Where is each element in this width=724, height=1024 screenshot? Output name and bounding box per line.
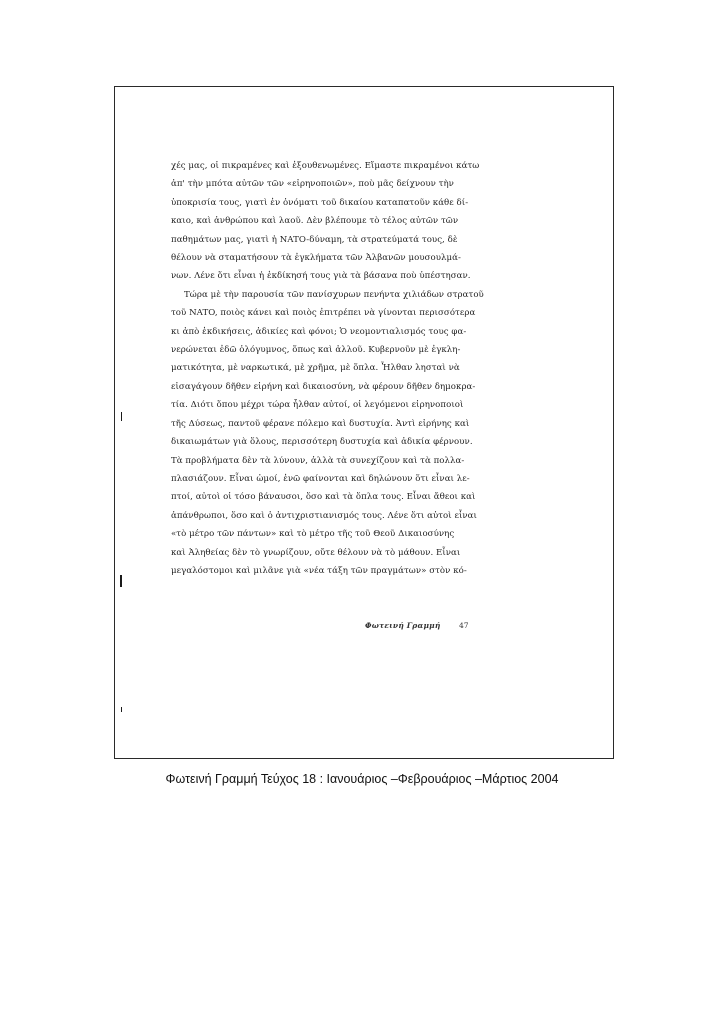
text-line: νερώνεται ἐδῶ ὁλόγυμνος, ὅπως καὶ ἀλλοῦ. Κυβερνοῦν μὲ ἐγκλη- <box>171 345 461 356</box>
text-line: ματικότητα, μὲ ναρκωτικά, μὲ χρῆμα, μὲ ὅπλα. Ἦλθαν λησταὶ νὰ <box>171 363 460 374</box>
text-line: πλασιάζουν. Εἶναι ὠμοί, ἐνῶ φαίνονται καὶ δηλώνουν ὅτι εἶναι λε- <box>171 473 470 484</box>
page-footer <box>365 621 565 637</box>
text-line: πτοί, αὐτοὶ οἱ τόσο βάναυσοι, ὅσο καὶ τὰ ὅπλα τους. Εἶναι ἄθεοι καὶ <box>171 492 476 503</box>
text-line: καιο, καὶ ἀνθρώπου καὶ λαοῦ. Δὲν βλέπουμε τὸ τέλος αὐτῶν τῶν <box>171 216 459 227</box>
text-line: ἀπ' τὴν μπότα αὐτῶν τῶν «εἰρηνοποιῶν», ποὺ μᾶς δείχνουν τὴν <box>171 179 454 190</box>
scan-artifact <box>121 412 122 421</box>
text-line: δικαιωμάτων γιὰ ὅλους, περισσότερη δυστυχία καὶ ἀδικία φέρνουν. <box>171 437 473 448</box>
page-number: 47 <box>459 621 469 630</box>
paragraph-2 <box>171 286 551 581</box>
text-line: Τὰ προβλήματα δὲν τὰ λύνουν, ἀλλὰ τὰ συνεχίζουν καὶ τὰ πολλα- <box>171 455 465 466</box>
issue-caption: Φωτεινή Γραμμή Τεύχος 18 : Ιανουάριος –Φεβρουάριος –Μάρτιος 2004 <box>165 772 559 786</box>
scan-artifact <box>120 575 122 587</box>
article-text <box>171 157 551 580</box>
text-line: παθημάτων μας, γιατὶ ἡ NATO-δύναμη, τὰ στρατεύματά τους, δὲ <box>171 234 458 245</box>
text-line: τῆς Δύσεως, παντοῦ φέρανε πόλεμο καὶ δυστυχία. Ἀντὶ εἰρήνης καὶ <box>171 418 470 429</box>
text-line: «τὸ μέτρο τῶν πάντων» καὶ τὸ μέτρο τῆς τοῦ Θεοῦ Δικαιοσύνης <box>171 529 455 540</box>
text-line: ὑποκρισία τους, γιατὶ ἐν ὀνόματι τοῦ δικαίου καταπατοῦν κάθε δί- <box>171 197 469 208</box>
magazine-name: Φωτεινή Γραμμή <box>365 621 441 630</box>
paragraph-1 <box>171 157 551 286</box>
text-line: καὶ Ἀληθείας δὲν τὸ γνωρίζουν, οὔτε θέλουν νὰ τὸ μάθουν. Εἶναι <box>171 547 461 558</box>
text-line: τοῦ NATO, ποιὸς κάνει καὶ ποιὸς ἐπιτρέπει νὰ γίνονται περισσότερα <box>171 308 476 319</box>
text-line: χές μας, οἱ πικραμένες καὶ ἐξουθενωμένες. Εἴμαστε πικραμένοι κάτω <box>171 161 480 171</box>
text-line: νων. Λένε ὅτι εἶναι ἡ ἐκδίκησή τους γιὰ τὰ βάσανα ποὺ ὑπέστησαν. <box>171 271 471 282</box>
text-line: εἰσαγάγουν δῆθεν εἰρήνη καὶ δικαιοσύνη, νὰ φέρουν δῆθεν δημοκρα- <box>171 381 476 392</box>
text-line: κι ἀπὸ ἐκδικήσεις, ἀδικίες καὶ φόνοι; Ὁ νεομοντιαλισμός τους φα- <box>171 326 467 337</box>
scan-artifact <box>121 707 122 712</box>
text-line: ἀπάνθρωποι, ὅσο καὶ ὁ ἀντιχριστιανισμός τους. Λένε ὅτι αὐτοὶ εἶναι <box>171 510 477 521</box>
text-line: Τώρα μὲ τὴν παρουσία τῶν πανίσχυρων πενήντα χιλιάδων στρατοῦ <box>184 289 484 300</box>
text-line: τία. Διότι ὅπου μέχρι τώρα ἦλθαν αὐτοί, οἱ λεγόμενοι εἰρηνοποιοὶ <box>171 400 464 411</box>
scanned-page <box>114 86 614 759</box>
text-line: μεγαλόστομοι καὶ μιλᾶνε γιὰ «νέα τάξη τῶν πραγμάτων» στὸν κό- <box>171 565 467 576</box>
text-line: θέλουν νὰ σταματήσουν τὰ ἐγκλήματα τῶν Ἀλβανῶν μουσουλμά- <box>171 253 461 264</box>
